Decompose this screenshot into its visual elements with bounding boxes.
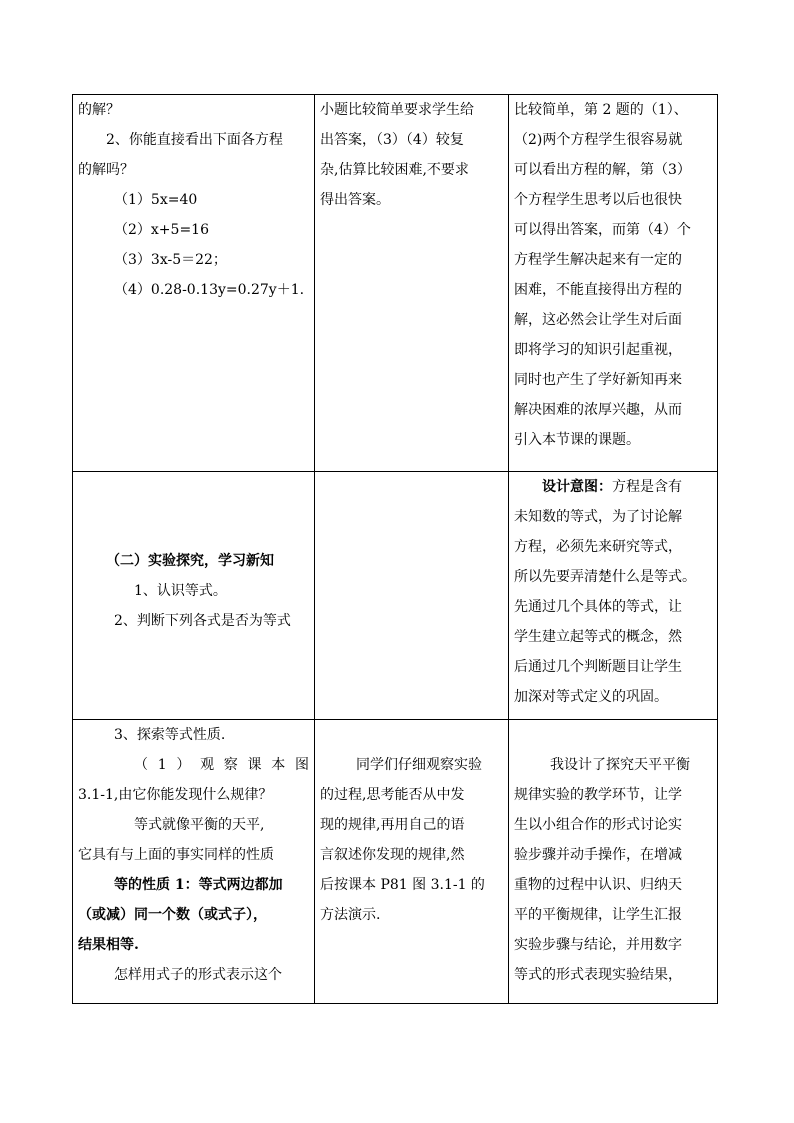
- lesson-plan-table: [72, 94, 718, 1004]
- text-line: 它具有与上面的事实同样的性质: [78, 847, 274, 863]
- text-line: 学生建立起等式的概念，然: [514, 629, 682, 645]
- text-line: 同学们仔细观察实验: [356, 757, 482, 773]
- text-line: 等式的形式表现实验结果，: [514, 967, 682, 983]
- text-line: 杂,估算比较困难,不要求: [320, 162, 469, 178]
- text-line: 引入本节课的课题。: [514, 432, 640, 448]
- equation-3: （3）3x-5＝22；: [114, 252, 227, 268]
- text-line: 后按课本 P81 图 3.1-1 的: [320, 877, 485, 893]
- text-line: 重物的过程中认识、归纳天: [514, 877, 682, 893]
- text-line: 所以先要弄清楚什么是等式。: [514, 569, 696, 585]
- text-line: 即将学习的知识引起重视，: [514, 342, 682, 358]
- text-line: 3.1-1,由它你能发现什么规律？: [78, 787, 273, 803]
- text-line: 我设计了探究天平平衡: [550, 757, 690, 773]
- text-line: 解，这必然会让学生对后面: [514, 312, 682, 328]
- text-line: 规律实验的教学环节，让学: [514, 787, 682, 803]
- text-line: 验步骤并动手操作，在增减: [514, 847, 682, 863]
- equation-2: （2）x+5=16: [114, 222, 209, 238]
- text-line: （1）观察课本图: [134, 757, 309, 773]
- property-text: （或减）同一个数（或式子），: [78, 907, 267, 923]
- student-activity-cell: [315, 472, 509, 720]
- design-intent-text: 方程是含有: [612, 479, 682, 495]
- activity-cell: [73, 472, 315, 720]
- section-heading: （二）实验探究，学习新知: [106, 553, 274, 569]
- design-intent-cell: [509, 95, 718, 472]
- text-line: [514, 472, 712, 502]
- text-line: 出答案，（3）（4）较复: [320, 132, 464, 148]
- text-line: 方程，必须先来研究等式，: [514, 539, 682, 555]
- text-line: 后通过几个判断题目让学生: [514, 659, 682, 675]
- table-row: [73, 95, 718, 472]
- text-line: 加深对等式定义的巩固。: [514, 689, 668, 705]
- activity-cell: [73, 720, 315, 1004]
- text-line: 的解吗？: [78, 162, 134, 178]
- text-line: 言叙述你发现的规律,然: [320, 847, 465, 863]
- text-line: 2、你能直接看出下面各方程: [106, 132, 283, 148]
- text-line: 等式就像平衡的天平,: [134, 817, 265, 833]
- text-line: 生以小组合作的形式讨论实: [514, 817, 682, 833]
- text-line: 的解？: [78, 102, 120, 118]
- text-line: 同时也产生了学好新知再来: [514, 372, 682, 388]
- text-line: 实验步骤与结论，并用数字: [514, 937, 682, 953]
- text-line: （2)两个方程学生很容易就: [514, 132, 683, 148]
- text-line: 3、探索等式性质.: [114, 727, 226, 743]
- text-line: 先通过几个具体的等式，让: [514, 599, 682, 615]
- text-line: 1、认识等式。: [134, 583, 227, 599]
- property-text: 结果相等.: [78, 937, 139, 953]
- text-line: 的过程,思考能否从中发: [320, 787, 465, 803]
- text-line: 解决困难的浓厚兴趣，从而: [514, 402, 682, 418]
- activity-cell: [73, 95, 315, 472]
- text-line: 2、判断下列各式是否为等式: [114, 613, 291, 629]
- text-line: 方程学生解决起来有一定的: [514, 252, 682, 268]
- text-line: 平的平衡规律，让学生汇报: [514, 907, 682, 923]
- text-line: 个方程学生思考以后也很快: [514, 192, 682, 208]
- property-heading: 等的性质 1：等式两边都加: [114, 877, 283, 893]
- text-line: 方法演示.: [320, 907, 381, 923]
- design-intent-cell: [509, 472, 718, 720]
- text-line: 比较简单，第 2 题的（1）、: [514, 102, 688, 118]
- table-row: [73, 720, 718, 1004]
- text-line: 未知数的等式，为了讨论解: [514, 509, 682, 525]
- student-activity-cell: [315, 95, 509, 472]
- text-line: 现的规律,再用自己的语: [320, 817, 465, 833]
- text-line: 得出答案。: [320, 192, 390, 208]
- design-intent-cell: [509, 720, 718, 1004]
- text-line: 可以看出方程的解，第（3）: [514, 162, 691, 178]
- equation-4: （4）0.28-0.13y=0.27y＋1.: [114, 282, 305, 298]
- table-row: [73, 472, 718, 720]
- text-line: 困难，不能直接得出方程的: [514, 282, 682, 298]
- student-activity-cell: [315, 720, 509, 1004]
- design-intent-label: 设计意图：: [542, 479, 612, 495]
- equation-1: （1）5x=40: [114, 192, 198, 208]
- text-line: 可以得出答案，而第（4）个: [514, 222, 691, 238]
- text-line: 怎样用式子的形式表示这个: [114, 967, 282, 983]
- text-line: 小题比较简单要求学生给: [320, 102, 474, 118]
